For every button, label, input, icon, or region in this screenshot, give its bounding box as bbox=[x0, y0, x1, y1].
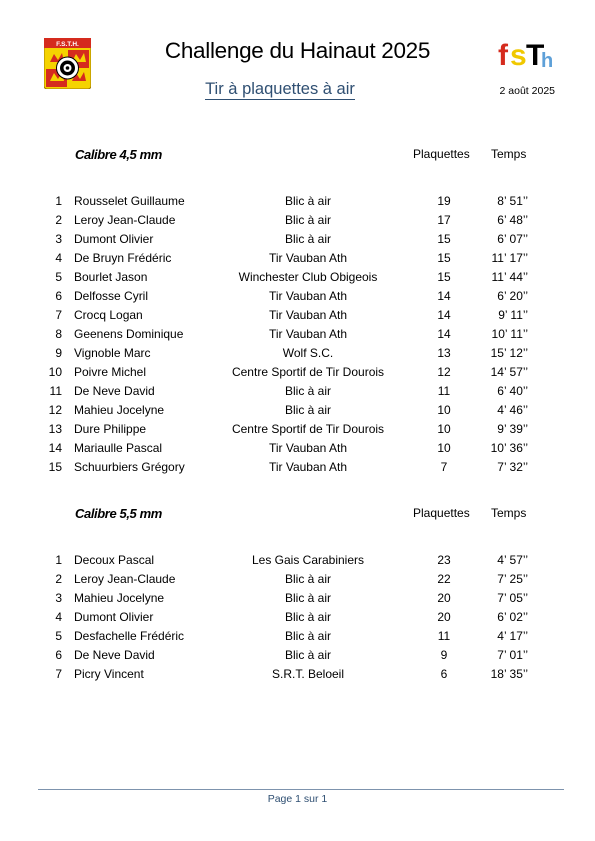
rank-cell: 12 bbox=[48, 403, 62, 417]
club-cell: Blic à air bbox=[284, 194, 331, 208]
plaquettes-cell: 7 bbox=[440, 460, 448, 474]
plaquettes-cell: 11 bbox=[437, 384, 451, 398]
table-row bbox=[0, 591, 595, 610]
name-cell: Mahieu Jocelyne bbox=[74, 403, 165, 417]
rank-cell: 2 bbox=[55, 572, 62, 586]
plaquettes-cell: 11 bbox=[437, 629, 451, 643]
plaquettes-cell: 23 bbox=[437, 553, 451, 567]
table-row bbox=[0, 441, 595, 460]
time-cell: 15’ 12’’ bbox=[490, 346, 528, 360]
svg-text:f: f bbox=[498, 39, 508, 71]
name-cell: Poivre Michel bbox=[74, 365, 147, 379]
column-header-temps: Temps bbox=[491, 147, 527, 161]
plaquettes-cell: 20 bbox=[437, 610, 451, 624]
table-row bbox=[0, 629, 595, 648]
name-cell: Bourlet Jason bbox=[74, 270, 148, 284]
time-cell: 6’ 48’’ bbox=[497, 213, 528, 227]
name-cell: Geenens Dominique bbox=[74, 327, 184, 341]
table-row bbox=[0, 460, 595, 479]
name-cell: Leroy Jean-Claude bbox=[74, 213, 176, 227]
time-cell: 10’ 11’’ bbox=[491, 327, 528, 341]
time-cell: 7’ 01’’ bbox=[497, 648, 528, 662]
time-cell: 7’ 32’’ bbox=[497, 460, 528, 474]
plaquettes-cell: 9 bbox=[440, 648, 448, 662]
svg-text:s: s bbox=[510, 39, 527, 71]
club-cell: Blic à air bbox=[284, 403, 331, 417]
club-cell: Blic à air bbox=[284, 232, 331, 246]
name-cell: Mariaulle Pascal bbox=[74, 441, 163, 455]
name-cell: Schuurbiers Grégory bbox=[74, 460, 185, 474]
club-cell: Centre Sportif de Tir Dourois bbox=[231, 422, 385, 436]
table-row bbox=[0, 572, 595, 591]
column-header-temps: Temps bbox=[491, 506, 527, 520]
name-cell: Vignoble Marc bbox=[74, 346, 151, 360]
table-row bbox=[0, 327, 595, 346]
time-cell: 6’ 20’’ bbox=[497, 289, 528, 303]
rank-cell: 5 bbox=[55, 270, 62, 284]
name-cell: Crocq Logan bbox=[74, 308, 143, 322]
club-cell: Tir Vauban Ath bbox=[268, 251, 348, 265]
plaquettes-cell: 19 bbox=[437, 194, 451, 208]
plaquettes-cell: 17 bbox=[437, 213, 451, 227]
time-cell: 10’ 36’’ bbox=[490, 441, 528, 455]
plaquettes-cell: 13 bbox=[437, 346, 451, 360]
club-cell: Tir Vauban Ath bbox=[268, 289, 348, 303]
club-cell: Blic à air bbox=[284, 572, 331, 586]
section-title: Calibre 4,5 mm bbox=[75, 147, 162, 162]
plaquettes-cell: 14 bbox=[437, 289, 451, 303]
name-cell: Decoux Pascal bbox=[74, 553, 155, 567]
club-cell: Winchester Club Obigeois bbox=[238, 270, 378, 284]
name-cell: De Neve David bbox=[74, 384, 155, 398]
table-row bbox=[0, 346, 595, 365]
table-row bbox=[0, 553, 595, 572]
time-cell: 6’ 40’’ bbox=[497, 384, 528, 398]
club-cell: Tir Vauban Ath bbox=[268, 441, 348, 455]
name-cell: Dumont Olivier bbox=[74, 610, 154, 624]
rank-cell: 10 bbox=[48, 365, 62, 379]
plaquettes-cell: 20 bbox=[437, 591, 451, 605]
club-cell: Les Gais Carabiniers bbox=[251, 553, 365, 567]
table-row bbox=[0, 194, 595, 213]
plaquettes-cell: 15 bbox=[437, 251, 451, 265]
rank-cell: 1 bbox=[55, 194, 62, 208]
name-cell: De Neve David bbox=[74, 648, 155, 662]
club-cell: Wolf S.C. bbox=[282, 346, 334, 360]
time-cell: 9’ 11’’ bbox=[498, 308, 528, 322]
page-title: Challenge du Hainaut 2025 bbox=[164, 38, 431, 63]
time-cell: 18’ 35’’ bbox=[490, 667, 528, 681]
rank-cell: 3 bbox=[55, 232, 62, 246]
logo-left-text: F.S.T.H. bbox=[56, 41, 79, 48]
table-row bbox=[0, 232, 595, 251]
time-cell: 4’ 46’’ bbox=[497, 403, 528, 417]
section-header-calibre-55 bbox=[0, 506, 595, 524]
plaquettes-cell: 10 bbox=[437, 441, 451, 455]
subtitle-text: Tir à plaquettes à air bbox=[205, 80, 355, 98]
name-cell: Picry Vincent bbox=[74, 667, 144, 681]
rank-cell: 5 bbox=[55, 629, 62, 643]
section-title: Calibre 5,5 mm bbox=[75, 506, 162, 521]
page-subtitle bbox=[0, 80, 560, 99]
rank-cell: 11 bbox=[49, 384, 62, 398]
rank-cell: 14 bbox=[48, 441, 62, 455]
time-cell: 9’ 39’’ bbox=[497, 422, 528, 436]
table-row bbox=[0, 667, 595, 686]
name-cell: Leroy Jean-Claude bbox=[74, 572, 176, 586]
club-cell: Tir Vauban Ath bbox=[268, 327, 348, 341]
column-header-plaquettes: Plaquettes bbox=[413, 506, 470, 520]
club-cell: Tir Vauban Ath bbox=[268, 308, 348, 322]
plaquettes-cell: 14 bbox=[437, 308, 451, 322]
time-cell: 7’ 25’’ bbox=[497, 572, 528, 586]
time-cell: 4’ 57’’ bbox=[497, 553, 528, 567]
plaquettes-cell: 12 bbox=[437, 365, 451, 379]
time-cell: 7’ 05’’ bbox=[497, 591, 528, 605]
name-cell: Delfosse Cyril bbox=[74, 289, 149, 303]
club-cell: Blic à air bbox=[284, 591, 331, 605]
rank-cell: 4 bbox=[55, 251, 62, 265]
name-cell: Mahieu Jocelyne bbox=[74, 591, 165, 605]
name-cell: De Bruyn Frédéric bbox=[74, 251, 172, 265]
plaquettes-cell: 15 bbox=[437, 270, 451, 284]
event-date: 2 août 2025 bbox=[499, 85, 555, 97]
rank-cell: 7 bbox=[55, 308, 62, 322]
time-cell: 6’ 02’’ bbox=[497, 610, 528, 624]
rank-cell: 2 bbox=[55, 213, 62, 227]
club-cell: Blic à air bbox=[284, 213, 331, 227]
plaquettes-cell: 10 bbox=[437, 422, 451, 436]
rank-cell: 1 bbox=[55, 553, 62, 567]
rank-cell: 7 bbox=[55, 667, 62, 681]
footer-divider bbox=[38, 789, 564, 790]
table-row bbox=[0, 422, 595, 441]
plaquettes-cell: 14 bbox=[437, 327, 451, 341]
table-row bbox=[0, 365, 595, 384]
table-row bbox=[0, 289, 595, 308]
table-row bbox=[0, 648, 595, 667]
name-cell: Dumont Olivier bbox=[74, 232, 154, 246]
rank-cell: 4 bbox=[55, 610, 62, 624]
club-cell: Blic à air bbox=[284, 629, 331, 643]
club-cell: Blic à air bbox=[284, 648, 331, 662]
table-row bbox=[0, 308, 595, 327]
rank-cell: 6 bbox=[55, 289, 62, 303]
svg-text:h: h bbox=[541, 50, 554, 71]
club-cell: Centre Sportif de Tir Dourois bbox=[231, 365, 385, 379]
club-cell: Blic à air bbox=[284, 610, 331, 624]
plaquettes-cell: 10 bbox=[437, 403, 451, 417]
section-header-calibre-45 bbox=[0, 147, 595, 165]
column-header-plaquettes: Plaquettes bbox=[413, 147, 470, 161]
table-row bbox=[0, 384, 595, 403]
time-cell: 4’ 17’’ bbox=[497, 629, 528, 643]
table-row bbox=[0, 610, 595, 629]
table-row bbox=[0, 270, 595, 289]
club-cell: S.R.T. Beloeil bbox=[271, 667, 345, 681]
name-cell: Desfachelle Frédéric bbox=[74, 629, 185, 643]
rank-cell: 6 bbox=[55, 648, 62, 662]
table-row bbox=[0, 213, 595, 232]
time-cell: 6’ 07’’ bbox=[497, 232, 528, 246]
plaquettes-cell: 6 bbox=[440, 667, 448, 681]
plaquettes-cell: 22 bbox=[437, 572, 451, 586]
plaquettes-cell: 15 bbox=[437, 232, 451, 246]
name-cell: Dure Philippe bbox=[74, 422, 147, 436]
club-cell: Tir Vauban Ath bbox=[268, 460, 348, 474]
table-row bbox=[0, 403, 595, 422]
svg-text:T: T bbox=[526, 39, 545, 71]
name-cell: Rousselet Guillaume bbox=[74, 194, 185, 208]
time-cell: 14’ 57’’ bbox=[490, 365, 528, 379]
rank-cell: 3 bbox=[55, 591, 62, 605]
time-cell: 11’ 17’’ bbox=[491, 251, 528, 265]
time-cell: 8’ 51’’ bbox=[497, 194, 528, 208]
table-row bbox=[0, 251, 595, 270]
time-cell: 11’ 44’’ bbox=[491, 270, 528, 284]
rank-cell: 8 bbox=[55, 327, 62, 341]
rank-cell: 13 bbox=[48, 422, 62, 436]
rank-cell: 9 bbox=[55, 346, 62, 360]
club-cell: Blic à air bbox=[284, 384, 331, 398]
rank-cell: 15 bbox=[48, 460, 62, 474]
page-number: Page 1 sur 1 bbox=[267, 793, 328, 805]
